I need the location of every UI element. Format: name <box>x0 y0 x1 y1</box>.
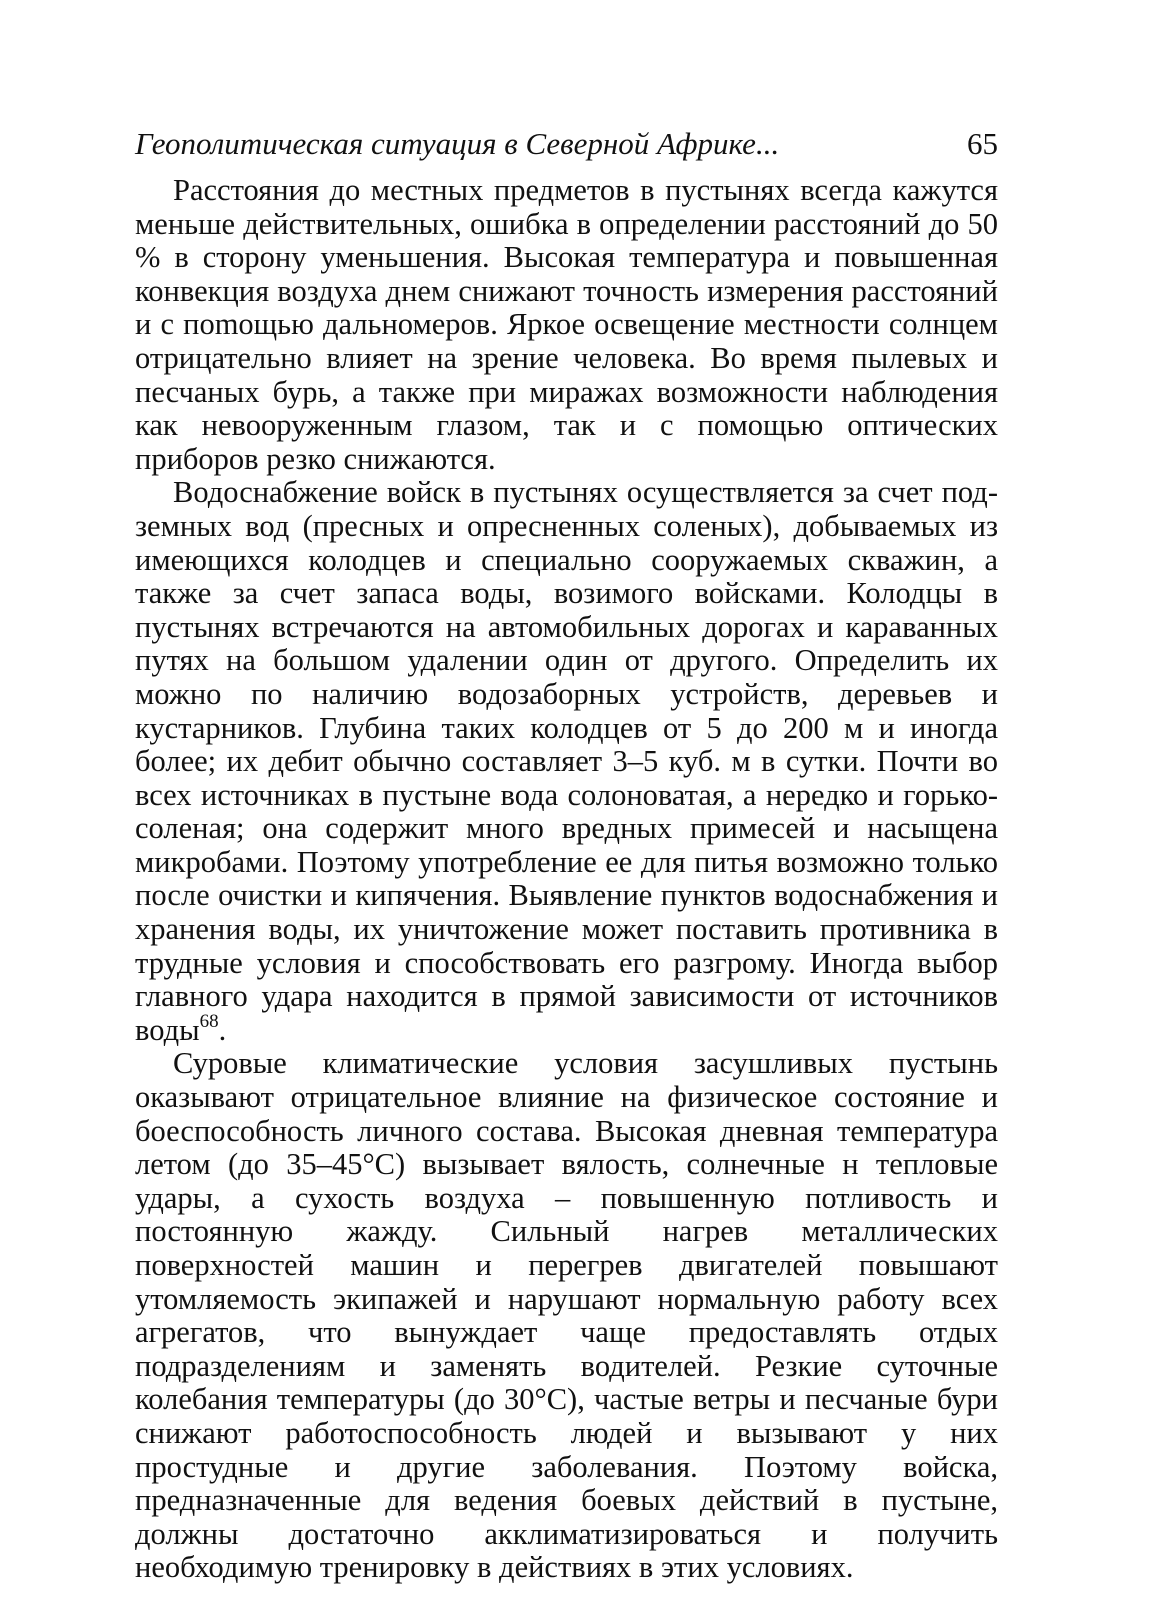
running-title: Геополитическая ситуация в Северной Африке... <box>135 126 780 161</box>
book-page <box>135 122 998 1585</box>
running-header <box>135 122 998 166</box>
footnote-marker: 68 <box>199 1010 219 1032</box>
paragraph-2-end: . <box>218 1012 227 1047</box>
paragraph-1: Расстояния до местных предметов в пустынях всегда кажутся меньше действительных, ошибка в определении расстояний до 50 % в сторону уменьшения. Высокая температура и повышенная конвекция воздуха днем снижают точность измерения расстояний и с поmощью дальномеров. Яркое освещение местности солнцем отрицательно влияет на зрение человека. Во время пылевых и песчаных бурь, а также при миражах возможности наблюдения как невооруженным глазом, так и с помощью оптических приборов резко снижаются. <box>135 173 998 476</box>
paragraph-2-text: Водоснабжение войск в пустынях осуществляется за счет подземных вод (пресных и опресненных соленых), добываемых из имеющихся колодцев и специально сооружаемых скважин, а также за счет запаса воды, возимого войсками. Колодцы в пустынях встречаются на автомобильных дорогах и караванных путях на большом удалении один от другого. Определить их можно по наличию водозаборных устройств, деревьев и кустарников. Глубина таких колодцев от 5 до 200 м и иногда более; их дебит обычно составляет 3–5 куб. м в сутки. Почти во всех источниках в пустыне вода солоноватая, а нередко и горько-соленая; она содержит много вредных примесей и насыщена микробами. Поэтому употребление ее для питья возможно только после очистки и кипячения. Выявление пунктов водоснабжения и хранения воды, их уничтожение может поставить противника в трудные условия и способствовать его разгрому. Иногда выбор главного удара находится в прямой зависимости от источников воды <box>135 475 998 1047</box>
page-number: 65 <box>967 126 998 161</box>
paragraph-2 <box>135 476 998 1047</box>
paragraph-3: Суровые климатические условия засушливых пустынь оказывают отрицательное влияние на физическое состояние и боеспособность личного состава. Высокая дневная температура летом (до 35–45°С) вызывает вялость, солнечные н тепловые удары, а сухость воздуха – повышенную потливость и постоянную жажду. Сильный нагрев металлических поверхностей машин и перегрев двигателей повышают утомляемость экипажей и нарушают нормальную работу всех агрегатов, что вынуждает чаще предоставлять отдых подразделениям и заменять водителей. Резкие суточные колебания температуры (до 30°С), частые ветры и песчаные бури снижают работоспособность людей и вызывают у них простудные и другие заболевания. Поэтому войска, предназначенные для ведения боевых действий в пустыне, должны достаточно акклиматизироваться и получить необходимую тренировку в действиях в этих условиях. <box>135 1046 998 1585</box>
